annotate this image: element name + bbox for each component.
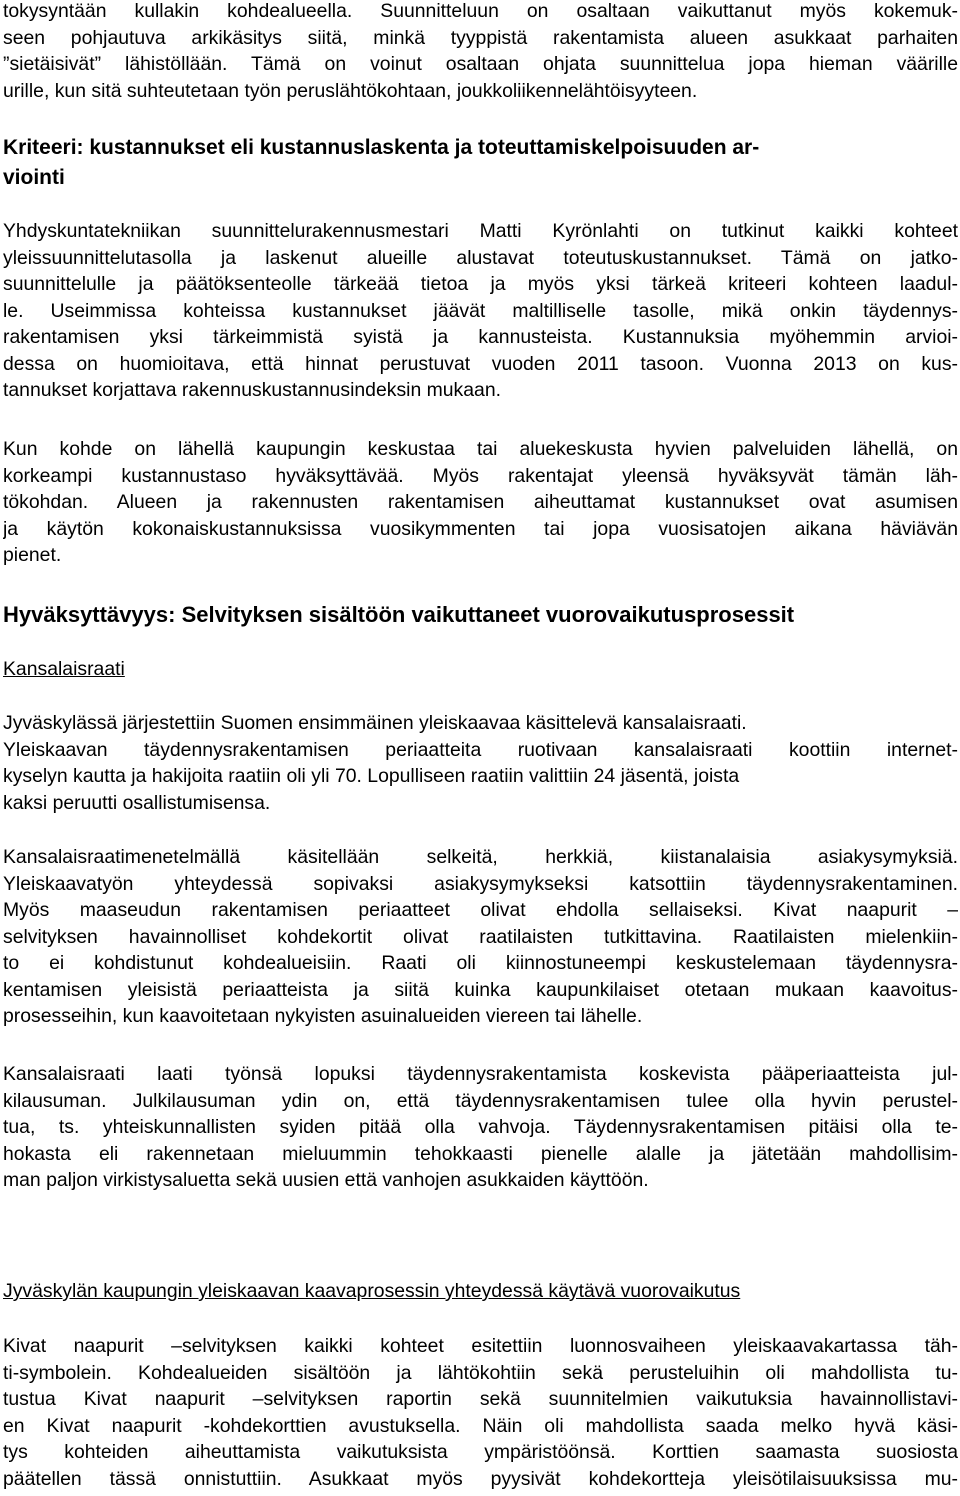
text-line: ti-symbolein. Kohdealueiden sisältöön ja lähtökohtiin sekä perusteluihin oli mahdollista tu- [3, 1361, 958, 1384]
costs-paragraph [3, 218, 958, 404]
heading-line: Kriteeri: kustannukset eli kustannuslaskenta ja toteuttamiskelpoisuuden ar- [3, 136, 760, 159]
heading-line: viointi [3, 166, 65, 189]
intro-paragraph [3, 0, 958, 104]
text-line: rakentamisen yksi tärkeimmistä syistä ja kannusteista. Kustannuksia myöhemmin arvioi- [3, 326, 958, 348]
text-line: suunnittelulle ja päätöksenteolle tärkeää tietoa ja myös yksi tärkeä kriteeri kohteen laadul- [3, 273, 958, 295]
text-line: kaksi peruutti osallistumisensa. [3, 791, 271, 814]
text-line: kilausuman. Julkilausuman ydin on, että täydennysrakentamisen tulee olla hyvin perustel- [3, 1089, 958, 1112]
text-line: selvityksen havainnolliset kohdekortit olivat raatilaisten tutkittavina. Raatilaisten mielenkiin- [3, 925, 958, 948]
text-line: ja käytön kokonaiskustannuksissa vuosikymmenten tai jopa vuosisatojen aikana häviävän [3, 517, 958, 540]
text-line: urille, kun sitä suhteutetaan työn peruslähtökohtaan, joukkoliikennelähtöisyyteen. [3, 79, 698, 102]
text-line: Kansalaisraatimenetelmällä käsitellään selkeitä, herkkiä, kiistanalaisia asiakysymyksiä. [3, 846, 958, 868]
text-line: Kivat naapurit –selvityksen kaikki kohteet esitettiin luonnosvaiheen yleiskaavakartassa täh- [3, 1335, 958, 1357]
text-line: tannukset korjattava rakennuskustannusindeksin mukaan. [3, 379, 501, 401]
jury-method-paragraph [3, 844, 958, 1030]
text-line: tys kohteiden aiheuttamista vaikutuksista ympäristöönsä. Korttien saamasta suosiosta [3, 1441, 958, 1463]
text-line: tökohdan. Alueen ja rakennusten rakentamisen aiheuttamat kustannukset ovat asumisen [3, 491, 958, 513]
subheading-text: Kansalaisraati [3, 658, 125, 680]
text-line: Yleiskaavan täydennysrakentamisen periaatteita ruotivaan kansalaisraati koottiin internet- [3, 738, 958, 761]
text-line: tokysyntään kullakin kohdealueella. Suunnitteluun on osaltaan vaikuttanut myös kokemuk- [3, 0, 958, 22]
text-line: Yhdyskuntatekniikan suunnittelurakennusmestari Matti Kyrönlahti on tutkinut kaikki kohteet [3, 220, 958, 242]
text-line: man paljon virkistysaluetta sekä uusien että vanhojen asukkaiden käyttöön. [3, 1169, 649, 1191]
section-heading-acceptability [3, 600, 958, 630]
text-line: to ei kohdistunut kohdealueisiin. Raati oli kiinnostuneempi keskustelemaan täydennysra- [3, 952, 958, 974]
text-line: päätellen tässä onnistuttiin. Asukkaat myös pyysivät kohdekortteja yleisötilaisuuksissa mu- [3, 1467, 958, 1490]
text-line: en Kivat naapurit -kohdekorttien avustuksella. Näin oli mahdollista saada melko hyvä käsi- [3, 1414, 958, 1437]
text-line: hokasta eli rakennetaan mieluummin tehokkaasti pienelle alalle ja jätetään mahdollisim- [3, 1142, 958, 1165]
text-line: seen pohjautuva arkikäsitys siitä, minkä tyyppistä rakentamista alueen asukkaat parhaiten [3, 26, 958, 49]
text-line: Myös maaseudun rakentamisen periaatteet olivat ehdolla sellaiseksi. Kivat naapurit – [3, 899, 958, 921]
text-line: korkeampi kustannustaso hyväksyttävää. Myös rakentajat yleensä hyväksyvät tämän läh- [3, 464, 958, 487]
text-line: pienet. [3, 544, 62, 566]
text-line: kyselyn kautta ja hakijoita raatiin oli yli 70. Lopulliseen raatiin valittiin 24 jäsentä, joista [3, 765, 740, 787]
section-heading-costs [3, 133, 958, 193]
text-line: prosesseihin, kun kaavoitetaan nykyisten asuinalueiden viereen tai lähelle. [3, 1005, 643, 1027]
text-line: yleissuunnittelutasolla ja laskenut alueille alustavat toteutuskustannukset. Tämä on jatko- [3, 246, 958, 269]
jury-intro-paragraph [3, 710, 958, 816]
text-line: Kansalaisraati laati työnsä lopuksi täydennysrakentamista koskevista pääperiaatteista jul- [3, 1063, 958, 1085]
subheading-interaction [3, 1278, 958, 1305]
text-line: Jyväskylässä järjestettiin Suomen ensimmäinen yleiskaavaa käsittelevä kansalaisraati. [3, 712, 747, 734]
text-line: tustua Kivat naapurit –selvityksen raportin sekä suunnitelmien vaikutuksia havainnollistavi- [3, 1388, 958, 1410]
text-line: Yleiskaavatyön yhteydessä sopivaksi asiakysymykseksi katsottiin täydennysrakentaminen. [3, 872, 958, 895]
text-line: ”sietäisivät” lähistöllään. Tämä on voinut osaltaan ohjata suunnittelua jopa hieman väärille [3, 53, 958, 75]
text-line: dessa on huomioitava, että hinnat perustuvat vuoden 2011 tasoon. Vuonna 2013 on kus- [3, 352, 958, 375]
text-line: le. Useimmissa kohteissa kustannukset jäävät maltilliselle tasolle, mikä onkin täydennys- [3, 299, 958, 322]
subheading-text: Jyväskylän kaupungin yleiskaavan kaavaprosessin yhteydessä käytävä vuorovaikutus [3, 1280, 741, 1302]
interaction-paragraph [3, 1333, 958, 1492]
cost-level-paragraph [3, 436, 958, 569]
heading-line: Hyväksyttävyys: Selvityksen sisältöön vaikuttaneet vuorovaikutusprosessit [3, 602, 795, 627]
text-line: tua, ts. yhteiskunnallisten syiden pitää olla vahvoja. Täydennysrakentamisen pitäisi olla te- [3, 1116, 958, 1138]
subheading-citizens-jury [3, 656, 958, 683]
text-line: kentamisen yleisistä periaatteista ja siitä kuinka kaupunkilaiset otetaan mukaan kaavoitus- [3, 978, 958, 1001]
jury-statement-paragraph [3, 1061, 958, 1194]
text-line: Kun kohde on lähellä kaupungin keskustaa tai aluekeskusta hyvien palveluiden lähellä, on [3, 438, 958, 460]
